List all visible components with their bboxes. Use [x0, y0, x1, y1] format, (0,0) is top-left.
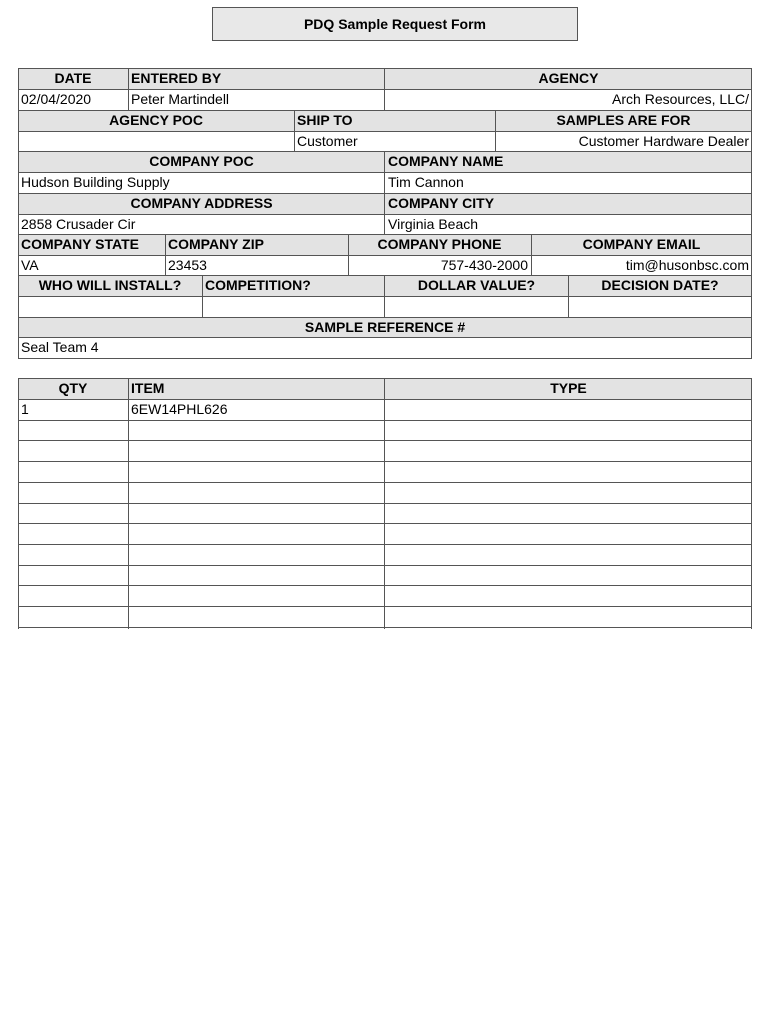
grid-line [18, 234, 752, 235]
dollar-value-label: DOLLAR VALUE? [385, 276, 568, 297]
type-cell[interactable] [385, 545, 752, 566]
item-cell[interactable] [128, 607, 385, 628]
grid-line [568, 275, 569, 318]
type-cell[interactable] [385, 421, 752, 442]
dollar-value-field[interactable] [385, 297, 568, 318]
qty-cell[interactable] [18, 483, 128, 504]
qty-cell[interactable] [18, 524, 128, 545]
grid-line [384, 378, 385, 629]
grid-line [294, 110, 295, 152]
competition-field[interactable] [202, 297, 385, 318]
qty-cell[interactable] [18, 462, 128, 483]
grid-line [18, 151, 752, 152]
type-cell[interactable] [385, 504, 752, 525]
grid-line [18, 131, 752, 132]
company-zip-field[interactable]: 23453 [168, 257, 207, 273]
grid-line [18, 317, 752, 318]
date-label: DATE [18, 69, 128, 90]
grid-line [202, 275, 203, 318]
item-cell[interactable] [128, 566, 385, 587]
company-state-label: COMPANY STATE [18, 235, 165, 256]
agency-field[interactable]: Arch Resources, LLC/ [612, 91, 749, 107]
item-cell[interactable] [128, 545, 385, 566]
company-name-label: COMPANY NAME [385, 152, 752, 173]
grid-line [348, 234, 349, 276]
company-phone-label: COMPANY PHONE [348, 235, 531, 256]
company-email-field[interactable]: tim@husonbsc.com [625, 257, 749, 273]
type-cell[interactable] [385, 566, 752, 587]
grid-line [18, 358, 752, 359]
who-will-install-field[interactable] [18, 297, 202, 318]
grid-line [128, 68, 129, 111]
qty-cell[interactable] [18, 441, 128, 462]
type-cell[interactable] [385, 441, 752, 462]
entered-by-label: ENTERED BY [128, 69, 385, 90]
item-cell[interactable] [128, 462, 385, 483]
type-cell[interactable] [385, 607, 752, 628]
item-cell[interactable] [128, 504, 385, 525]
agency-label: AGENCY [385, 69, 752, 90]
entered-by-field[interactable]: Peter Martindell [131, 91, 230, 107]
qty-cell[interactable] [18, 421, 128, 442]
company-phone-field[interactable]: 757-430-2000 [440, 257, 528, 273]
grid-line [18, 337, 752, 338]
grid-line [18, 193, 752, 194]
item-header: ITEM [128, 379, 385, 400]
company-poc-field[interactable]: Hudson Building Supply [21, 174, 170, 190]
competition-label: COMPETITION? [202, 276, 385, 297]
qty-cell[interactable] [18, 504, 128, 525]
item-cell[interactable] [128, 586, 385, 607]
decision-date-label: DECISION DATE? [568, 276, 752, 297]
qty-cell[interactable] [18, 545, 128, 566]
grid-line [18, 214, 752, 215]
item-cell[interactable] [128, 421, 385, 442]
grid-line [751, 378, 752, 629]
company-address-field[interactable]: 2858 Crusader Cir [21, 216, 136, 232]
item-cell[interactable] [128, 524, 385, 545]
ship-to-field[interactable]: Customer [297, 133, 358, 149]
type-cell[interactable] [385, 524, 752, 545]
decision-date-field[interactable] [568, 297, 752, 318]
samples-are-for-label: SAMPLES ARE FOR [495, 111, 752, 132]
who-will-install-label: WHO WILL INSTALL? [18, 276, 202, 297]
grid-line [165, 234, 166, 276]
date-field[interactable]: 02/04/2020 [21, 91, 92, 107]
company-poc-label: COMPANY POC [18, 152, 385, 173]
form-title: PDQ Sample Request Form [212, 7, 578, 41]
grid-line [384, 68, 385, 111]
item-cell[interactable]: 6EW14PHL626 [131, 401, 228, 417]
grid-line [531, 234, 532, 276]
grid-line [18, 68, 19, 359]
company-address-label: COMPANY ADDRESS [18, 194, 385, 215]
agency-poc-field[interactable] [18, 132, 294, 152]
grid-line [384, 151, 385, 235]
grid-line [18, 275, 752, 276]
type-cell[interactable] [385, 483, 752, 504]
grid-line [128, 378, 129, 629]
company-name-field[interactable]: Tim Cannon [388, 174, 464, 190]
grid-line [384, 275, 385, 318]
company-state-field[interactable]: VA [21, 257, 39, 273]
sample-reference-field[interactable]: Seal Team 4 [21, 339, 99, 355]
qty-cell[interactable] [18, 566, 128, 587]
samples-are-for-field[interactable]: Customer Hardware Dealer [578, 133, 749, 149]
qty-cell[interactable] [18, 586, 128, 607]
qty-cell[interactable]: 1 [21, 401, 29, 417]
ship-to-label: SHIP TO [294, 111, 495, 132]
type-cell[interactable] [385, 462, 752, 483]
company-city-field[interactable]: Virginia Beach [388, 216, 479, 232]
type-cell[interactable] [385, 400, 752, 421]
item-cell[interactable] [128, 483, 385, 504]
qty-header: QTY [18, 379, 128, 400]
item-cell[interactable] [128, 441, 385, 462]
type-header: TYPE [385, 379, 752, 400]
company-city-label: COMPANY CITY [385, 194, 752, 215]
type-cell[interactable] [385, 586, 752, 607]
grid-line [751, 68, 752, 359]
agency-poc-label: AGENCY POC [18, 111, 294, 132]
grid-line [18, 255, 752, 256]
qty-cell[interactable] [18, 607, 128, 628]
company-email-label: COMPANY EMAIL [531, 235, 752, 256]
grid-line [18, 296, 752, 297]
grid-line [18, 378, 19, 629]
grid-line [18, 172, 752, 173]
company-zip-label: COMPANY ZIP [165, 235, 348, 256]
sample-reference-label: SAMPLE REFERENCE # [18, 318, 752, 338]
grid-line [495, 110, 496, 152]
